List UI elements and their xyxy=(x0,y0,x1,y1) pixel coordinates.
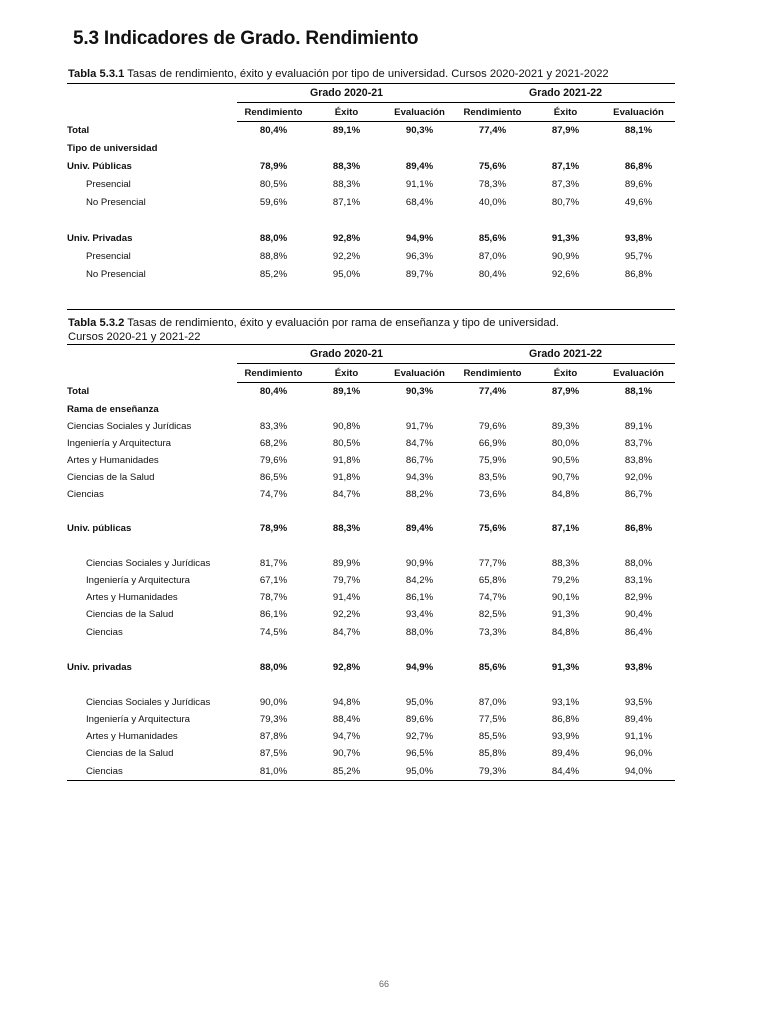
table1-cell xyxy=(456,140,529,158)
table2-row xyxy=(67,503,675,520)
table2-cell xyxy=(383,677,456,694)
table1-cell xyxy=(237,212,310,230)
table1-cell: 78,9% xyxy=(259,161,288,172)
table1-caption-text: Tasas de rendimiento, éxito y evaluación por tipo de universidad. Cursos 2020-2021 y 2021-2022 xyxy=(124,68,609,80)
table2-row xyxy=(67,452,675,469)
table2-cell: 94,9% xyxy=(405,662,434,673)
table1-cell: 92,8% xyxy=(332,233,361,244)
table1-row-label xyxy=(67,212,237,230)
table1-cell: 91,1% xyxy=(405,179,434,190)
table1-row xyxy=(67,212,675,230)
table2-cell: 80,0% xyxy=(551,437,580,449)
table1-cell: 86,8% xyxy=(624,269,653,280)
table2-cell: 79,6% xyxy=(259,454,288,466)
table2-cell: 85,6% xyxy=(478,662,507,673)
table2-row xyxy=(67,401,675,418)
table1-cell: 87,0% xyxy=(478,251,507,262)
table1-row xyxy=(67,248,675,266)
table2-row xyxy=(67,383,675,401)
table2-cell: 87,1% xyxy=(551,523,580,534)
table1-cell: 91,3% xyxy=(551,233,580,244)
table1-cell: 89,1% xyxy=(332,125,361,137)
table1-row-label: Total xyxy=(67,125,90,136)
page-title: 5.3 Indicadores de Grado. Rendimiento xyxy=(73,28,419,49)
table1-row xyxy=(67,140,675,158)
table2-cell xyxy=(310,538,383,555)
table2-cell: 85,5% xyxy=(478,730,507,742)
table2-row xyxy=(67,728,675,745)
table2-cell: 79,6% xyxy=(478,420,507,432)
table1-header-blank xyxy=(67,103,237,122)
table1-row-label: Presencial xyxy=(86,251,131,262)
table2-cell xyxy=(602,677,675,694)
table1-cell: 89,7% xyxy=(405,269,434,280)
table2-row-label: Ciencias xyxy=(86,626,123,638)
table2-cell: 81,0% xyxy=(237,763,310,781)
table2-cell: 73,3% xyxy=(478,626,507,638)
table2-header-blank xyxy=(67,345,237,364)
table2-cell: 83,3% xyxy=(259,420,288,432)
table1-row-label: Univ. Privadas xyxy=(67,233,133,244)
table2-row xyxy=(67,538,675,555)
table2-row xyxy=(67,589,675,606)
table1-column-header: Rendimiento xyxy=(456,103,529,122)
table1-cell xyxy=(237,140,310,158)
table1-cell xyxy=(529,284,602,310)
table2-cell: 86,1% xyxy=(405,591,434,603)
table2-caption xyxy=(68,316,559,344)
table2-column-header: Éxito xyxy=(310,364,383,383)
table1-cell xyxy=(456,212,529,230)
table2-cell xyxy=(602,538,675,555)
table2-cell xyxy=(456,538,529,555)
table1-column-header: Evaluación xyxy=(602,103,675,122)
table2-cell: 84,7% xyxy=(332,626,361,638)
table2-row xyxy=(67,763,675,781)
table2-cell: 88,4% xyxy=(332,713,361,725)
table2-cell: 84,8% xyxy=(551,488,580,500)
table2-cell xyxy=(602,641,675,659)
table2-cell xyxy=(237,538,310,555)
table2-cell: 90,5% xyxy=(551,454,580,466)
table2-cell: 89,4% xyxy=(405,523,434,534)
table2-cell: 90,8% xyxy=(332,420,361,432)
table2-cell: 91,8% xyxy=(332,454,361,466)
table2-caption-number: Tabla 5.3.2 xyxy=(68,317,125,329)
table2-cell: 94,3% xyxy=(405,471,434,483)
table2-cell xyxy=(456,677,529,694)
table2-row xyxy=(67,520,675,538)
table2-cell: 89,9% xyxy=(332,557,361,569)
table2-cell: 84,7% xyxy=(332,488,361,500)
table1-cell xyxy=(310,284,383,310)
table1-cell: 49,6% xyxy=(624,197,653,208)
table1-cell: 88,8% xyxy=(259,251,288,262)
table1-group-header: Grado 2020-21 xyxy=(237,84,456,103)
table1-cell xyxy=(383,140,456,158)
table2-row-label: Ciencias xyxy=(67,763,237,781)
table1-cell: 80,7% xyxy=(551,197,580,208)
table1-cell: 94,9% xyxy=(405,233,434,244)
table1-cell: 87,1% xyxy=(332,197,361,208)
table2-cell: 83,5% xyxy=(478,471,507,483)
table2-cell: 83,1% xyxy=(624,574,653,586)
table2-row-label: Ciencias Sociales y Jurídicas xyxy=(86,696,211,708)
table2-cell: 79,3% xyxy=(259,713,288,725)
table2-row-label: Ingeniería y Arquitectura xyxy=(67,437,171,449)
table2-row xyxy=(67,418,675,435)
table2-cell: 90,1% xyxy=(551,591,580,603)
table2-cell: 67,1% xyxy=(259,574,288,586)
table1-row-label: No Presencial xyxy=(86,269,146,280)
table2-cell: 95,0% xyxy=(405,696,434,708)
table1-row xyxy=(67,176,675,194)
table1-cell: 78,3% xyxy=(478,179,507,190)
table2-cell: 82,9% xyxy=(624,591,653,603)
table1-column-header: Rendimiento xyxy=(237,103,310,122)
table1-cell xyxy=(237,284,310,310)
table2-cell: 92,2% xyxy=(332,609,361,620)
table1-row xyxy=(67,122,675,140)
table2-row-label xyxy=(67,677,237,694)
table1-cell: 88,3% xyxy=(332,179,361,190)
table2-cell: 90,3% xyxy=(405,386,434,398)
table2-cell: 93,8% xyxy=(624,662,653,673)
table2-cell: 79,3% xyxy=(456,763,529,781)
table2-cell: 88,0% xyxy=(405,626,434,638)
table2-cell: 86,7% xyxy=(624,488,653,500)
table2-row-label: Rama de enseñanza xyxy=(67,403,159,415)
table1-cell: 95,0% xyxy=(332,269,361,280)
table2-cell: 79,7% xyxy=(332,574,361,586)
table2-cell: 90,4% xyxy=(624,609,653,620)
table2-row-label: Ciencias Sociales y Jurídicas xyxy=(67,420,192,432)
table2-cell: 77,5% xyxy=(478,713,507,725)
table2-cell xyxy=(237,401,310,418)
table2-column-header: Rendimiento xyxy=(237,364,310,383)
table2-cell xyxy=(529,538,602,555)
table1-cell: 77,4% xyxy=(478,125,507,137)
table1-cell: 85,2% xyxy=(259,269,288,280)
table1 xyxy=(67,83,675,310)
table1-row xyxy=(67,158,675,176)
table2-row-label: Artes y Humanidades xyxy=(86,591,178,603)
table2-cell: 96,0% xyxy=(624,748,653,759)
table2-row xyxy=(67,659,675,677)
table2-cell: 89,6% xyxy=(405,713,434,725)
table1-cell: 92,2% xyxy=(332,251,361,262)
table2-row xyxy=(67,606,675,624)
table2-cell: 78,9% xyxy=(259,523,288,534)
table2-header-blank xyxy=(67,364,237,383)
table2-cell: 89,1% xyxy=(332,386,361,398)
table2-cell: 93,4% xyxy=(405,609,434,620)
table1-cell: 88,3% xyxy=(332,161,361,172)
table2-cell: 80,4% xyxy=(259,386,288,398)
table2-cell: 77,4% xyxy=(478,386,507,398)
table2-row xyxy=(67,694,675,711)
table2-cell: 95,0% xyxy=(383,763,456,781)
table2-cell xyxy=(456,503,529,520)
table2-cell: 92,7% xyxy=(405,730,434,742)
table1-cell: 92,6% xyxy=(551,269,580,280)
table2-cell: 84,8% xyxy=(551,626,580,638)
table1-row xyxy=(67,230,675,248)
table1-column-header: Evaluación xyxy=(383,103,456,122)
table2-cell: 91,7% xyxy=(405,420,434,432)
table2-cell xyxy=(602,503,675,520)
table2-row xyxy=(67,469,675,486)
table2-cell xyxy=(602,401,675,418)
table1-row xyxy=(67,266,675,284)
table2-row xyxy=(67,677,675,694)
table2-caption-text: Tasas de rendimiento, éxito y evaluación por rama de enseñanza y tipo de universidad. xyxy=(124,317,559,329)
table2-column-header: Evaluación xyxy=(602,364,675,383)
table1-cell xyxy=(456,284,529,310)
table1-row-label: Univ. Públicas xyxy=(67,161,132,172)
table2-cell: 75,9% xyxy=(478,454,507,466)
table2-cell: 91,1% xyxy=(624,730,653,742)
table2-row-label xyxy=(67,503,237,520)
page-number: 66 xyxy=(378,979,389,989)
table1-group-header: Grado 2021-22 xyxy=(456,84,675,103)
table2-cell xyxy=(456,641,529,659)
table1-cell: 40,0% xyxy=(478,197,507,208)
table2-cell: 86,5% xyxy=(259,471,288,483)
table2-cell: 90,0% xyxy=(259,696,288,708)
table2-cell: 86,8% xyxy=(551,713,580,725)
table2-cell: 89,3% xyxy=(551,420,580,432)
table2 xyxy=(67,344,675,781)
table1-row xyxy=(67,194,675,212)
table1-cell: 86,8% xyxy=(624,161,653,172)
table1-caption-number: Tabla 5.3.1 xyxy=(68,68,125,80)
table2-row-label xyxy=(67,538,237,555)
table2-cell: 92,0% xyxy=(624,471,653,483)
table2-cell: 88,2% xyxy=(405,488,434,500)
table2-row-label: Univ. privadas xyxy=(67,662,132,673)
table1-row xyxy=(67,284,675,310)
table1-cell: 95,7% xyxy=(624,251,653,262)
table2-cell: 79,2% xyxy=(551,574,580,586)
table2-cell: 89,1% xyxy=(624,420,653,432)
table1-row-label: Presencial xyxy=(86,179,131,190)
table2-group-header: Grado 2020-21 xyxy=(237,345,456,364)
table2-row-label: Ciencias de la Salud xyxy=(86,609,174,620)
table2-cell xyxy=(456,401,529,418)
table2-row-label: Ciencias xyxy=(67,488,104,500)
table2-cell: 86,7% xyxy=(405,454,434,466)
table1-cell xyxy=(529,140,602,158)
table2-cell: 74,7% xyxy=(259,488,288,500)
table2-cell: 94,8% xyxy=(332,696,361,708)
table1-cell: 80,4% xyxy=(478,269,507,280)
table1-cell: 88,0% xyxy=(259,233,288,244)
table2-cell: 75,6% xyxy=(478,523,507,534)
table1-column-header-row xyxy=(67,103,675,122)
table2-cell xyxy=(310,401,383,418)
table2-cell xyxy=(529,641,602,659)
table2-cell: 88,3% xyxy=(551,557,580,569)
table1-cell: 89,4% xyxy=(405,161,434,172)
table1-caption xyxy=(68,67,609,81)
table1-cell xyxy=(383,284,456,310)
table2-cell: 65,8% xyxy=(478,574,507,586)
table2-row xyxy=(67,641,675,659)
table1-cell: 85,6% xyxy=(478,233,507,244)
table2-cell: 86,4% xyxy=(624,626,653,638)
table1-row-label: Tipo de universidad xyxy=(67,143,158,154)
table2-cell xyxy=(383,503,456,520)
table1-row-label: No Presencial xyxy=(86,197,146,208)
table2-cell: 88,3% xyxy=(332,523,361,534)
table1-cell xyxy=(602,284,675,310)
table2-row-label: Ciencias de la Salud xyxy=(67,471,155,483)
table2-cell xyxy=(383,401,456,418)
table2-cell: 74,7% xyxy=(478,591,507,603)
table2-column-header: Éxito xyxy=(529,364,602,383)
table2-row-label: Univ. públicas xyxy=(67,523,132,534)
table2-row xyxy=(67,435,675,452)
table2-cell: 94,7% xyxy=(332,730,361,742)
table2-row-label: Artes y Humanidades xyxy=(67,454,159,466)
table2-cell: 92,8% xyxy=(332,662,361,673)
table2-cell: 89,4% xyxy=(624,713,653,725)
table2-column-header: Rendimiento xyxy=(456,364,529,383)
table1-cell: 75,6% xyxy=(478,161,507,172)
table2-column-header-row xyxy=(67,364,675,383)
table1-cell xyxy=(602,212,675,230)
table2-row xyxy=(67,745,675,763)
table2-cell xyxy=(383,641,456,659)
table2-cell: 87,8% xyxy=(259,730,288,742)
table2-cell: 93,9% xyxy=(551,730,580,742)
table1-column-header: Éxito xyxy=(529,103,602,122)
table2-cell: 88,0% xyxy=(259,662,288,673)
table1-column-header: Éxito xyxy=(310,103,383,122)
table1-cell: 93,8% xyxy=(624,233,653,244)
table2-cell: 87,5% xyxy=(259,748,288,759)
table2-row-label: Total xyxy=(67,386,90,397)
table2-cell: 91,4% xyxy=(332,591,361,603)
table2-cell: 87,9% xyxy=(551,386,580,398)
table2-row-label: Ingeniería y Arquitectura xyxy=(86,713,190,725)
table2-cell: 85,8% xyxy=(478,748,507,759)
table2-cell: 89,4% xyxy=(551,748,580,759)
table2-cell: 77,7% xyxy=(478,557,507,569)
table1-cell: 87,3% xyxy=(551,179,580,190)
table1-cell xyxy=(602,140,675,158)
table1-cell: 90,9% xyxy=(551,251,580,262)
table2-group-header-row xyxy=(67,345,675,364)
table2-row xyxy=(67,486,675,503)
table2-cell xyxy=(529,503,602,520)
table1-cell: 89,6% xyxy=(624,179,653,190)
table1-row-label xyxy=(67,284,237,310)
table2-cell: 91,8% xyxy=(332,471,361,483)
table1-group-header-row xyxy=(67,84,675,103)
table2-cell xyxy=(237,677,310,694)
table2-cell: 83,8% xyxy=(624,454,653,466)
table2-row xyxy=(67,572,675,589)
table2-row-label: Artes y Humanidades xyxy=(86,730,178,742)
table1-cell: 68,4% xyxy=(405,197,434,208)
table2-cell: 93,1% xyxy=(551,696,580,708)
table2-cell xyxy=(383,538,456,555)
table2-cell xyxy=(310,677,383,694)
table1-cell: 87,1% xyxy=(551,161,580,172)
table2-cell: 90,7% xyxy=(332,748,361,759)
table2-cell: 80,5% xyxy=(332,437,361,449)
table2-row-label: Ciencias de la Salud xyxy=(86,748,174,759)
table2-row xyxy=(67,624,675,641)
table1-cell xyxy=(310,140,383,158)
table2-row xyxy=(67,555,675,572)
table2-cell: 90,7% xyxy=(551,471,580,483)
table1-header-blank xyxy=(67,84,237,103)
table1-cell xyxy=(529,212,602,230)
table1-cell: 59,6% xyxy=(259,197,288,208)
table2-cell xyxy=(310,503,383,520)
table2-cell: 73,6% xyxy=(478,488,507,500)
table2-cell xyxy=(529,401,602,418)
table2-cell xyxy=(310,641,383,659)
table2-group-header: Grado 2021-22 xyxy=(456,345,675,364)
table2-cell xyxy=(529,677,602,694)
table2-cell: 91,3% xyxy=(551,609,580,620)
table2-cell: 74,5% xyxy=(259,626,288,638)
table2-cell: 81,7% xyxy=(259,557,288,569)
table1-cell: 96,3% xyxy=(405,251,434,262)
table2-cell: 68,2% xyxy=(259,437,288,449)
table1-cell: 90,3% xyxy=(405,125,434,137)
table2-row-label: Ciencias Sociales y Jurídicas xyxy=(86,557,211,569)
table2-row-label xyxy=(67,641,237,659)
table2-cell: 96,5% xyxy=(405,748,434,759)
table2-cell: 88,1% xyxy=(624,386,653,398)
table1-cell: 80,5% xyxy=(259,179,288,190)
table2-cell xyxy=(237,503,310,520)
table2-cell: 78,7% xyxy=(259,591,288,603)
table2-cell: 90,9% xyxy=(405,557,434,569)
table2-cell: 93,5% xyxy=(624,696,653,708)
table1-cell xyxy=(383,212,456,230)
table2-cell: 86,8% xyxy=(624,523,653,534)
table2-cell: 86,1% xyxy=(259,609,288,620)
table2-cell: 85,2% xyxy=(310,763,383,781)
table2-cell: 82,5% xyxy=(478,609,507,620)
table1-cell xyxy=(310,212,383,230)
table2-cell: 84,4% xyxy=(529,763,602,781)
table1-cell: 88,1% xyxy=(624,125,653,137)
table2-cell: 87,0% xyxy=(478,696,507,708)
table2-caption-line2: Cursos 2020-21 y 2021-22 xyxy=(68,331,201,343)
table1-cell: 80,4% xyxy=(259,125,288,137)
table2-cell xyxy=(237,641,310,659)
table2-cell: 66,9% xyxy=(478,437,507,449)
table2-row xyxy=(67,711,675,728)
table2-cell: 94,0% xyxy=(602,763,675,781)
table1-cell: 87,9% xyxy=(551,125,580,137)
table2-cell: 83,7% xyxy=(624,437,653,449)
table2-row-label: Ingeniería y Arquitectura xyxy=(86,574,190,586)
table2-cell: 84,7% xyxy=(405,437,434,449)
table2-column-header: Evaluación xyxy=(383,364,456,383)
table2-cell: 91,3% xyxy=(551,662,580,673)
table2-cell: 88,0% xyxy=(624,557,653,569)
table2-cell: 84,2% xyxy=(405,574,434,586)
